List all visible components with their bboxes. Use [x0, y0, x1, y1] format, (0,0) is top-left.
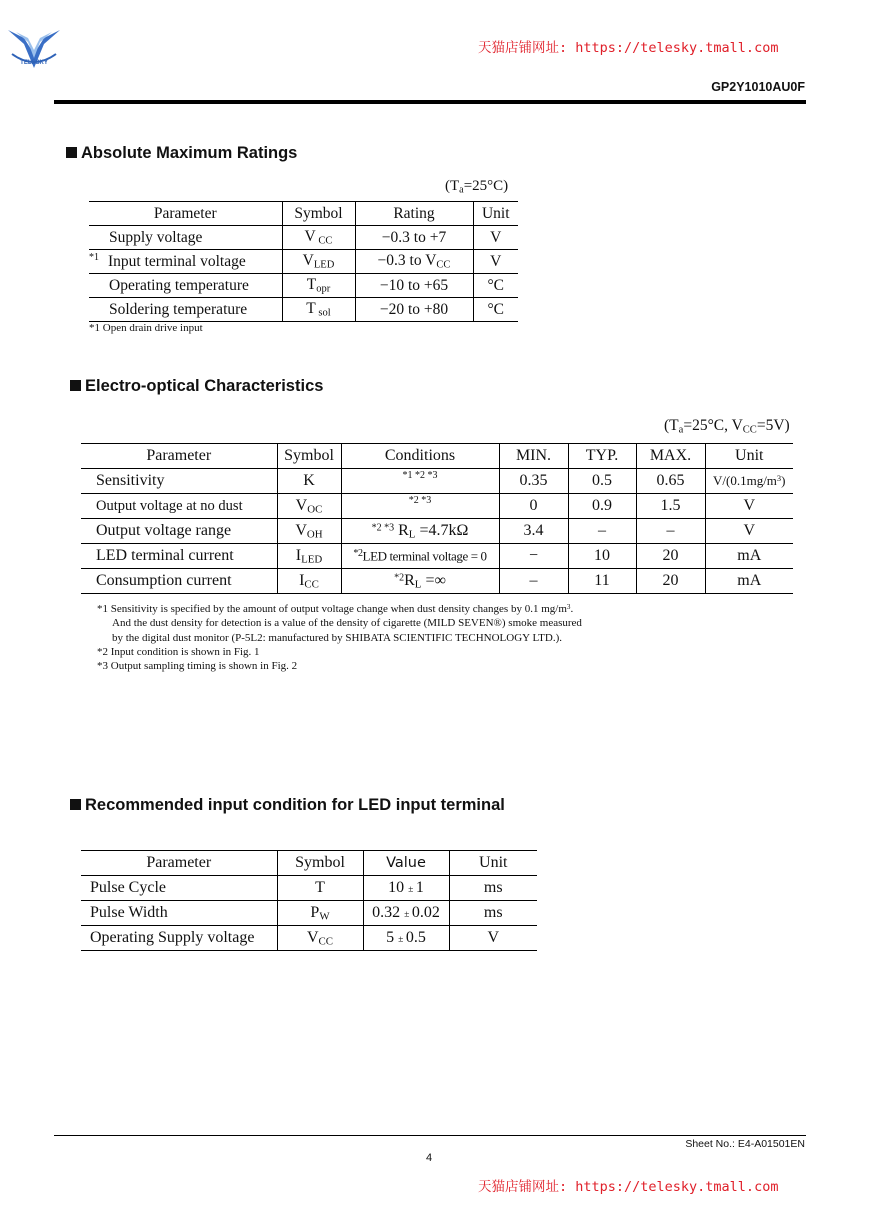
sheet-number: Sheet No.: E4-A01501EN	[685, 1138, 805, 1150]
note-line: *1 Sensitivity is specified by the amount of output voltage change when dust density changes by 0.1 $mg/m^3$.	[97, 603, 574, 616]
param-cell: Supply voltage	[89, 226, 282, 250]
square-bullet-icon	[70, 380, 81, 391]
param-cell: Pulse Width	[81, 901, 277, 926]
conditions-cell: $^{*2}$LED terminal voltage = 0	[341, 544, 499, 569]
eoc-condition: ($T_a=25^\circ C$, $V_{CC}=5V$)	[664, 417, 790, 436]
typ-cell: 11	[568, 569, 636, 594]
table-row	[89, 298, 518, 322]
rating-cell: −0.3 to +7	[355, 226, 473, 250]
param-cell: Operating temperature	[89, 274, 282, 298]
max-cell: 1.5	[636, 494, 705, 519]
symbol-cell: V $_{CC}$	[282, 226, 355, 250]
rating-cell: −20 to +80	[355, 298, 473, 322]
symbol-cell: $T_{opr}$	[282, 274, 355, 298]
table-row	[81, 876, 537, 901]
rating-cell: −0.3 to $V_{CC}$	[355, 250, 473, 274]
symbol-cell: $I_{CC}$	[277, 569, 341, 594]
typ-cell: 0.9	[568, 494, 636, 519]
col-header-unit: Unit	[473, 202, 518, 226]
table-row	[81, 494, 793, 519]
eoc-table	[81, 443, 793, 594]
store-link[interactable]: 天猫店铺网址: https://telesky.tmall.com	[478, 40, 779, 56]
unit-cell: V	[705, 519, 793, 544]
conditions-cell: $^{*2}R_L$ =∞	[341, 569, 499, 594]
symbol-cell: $V_{CC}$	[277, 926, 363, 951]
eoc-notes	[97, 600, 582, 673]
table-row	[89, 274, 518, 298]
col-header-min: MIN.	[499, 444, 568, 469]
param-cell: Sensitivity	[81, 469, 277, 494]
ric-title	[70, 796, 505, 815]
symbol-cell: T	[277, 876, 363, 901]
col-header-parameter: Parameter	[81, 851, 277, 876]
param-cell: Output voltage at no dust	[81, 494, 277, 519]
symbol-cell: K	[277, 469, 341, 494]
amr-footnote: *1 Open drain drive input	[89, 322, 203, 334]
unit-cell: °C	[473, 274, 518, 298]
amr-table	[89, 201, 518, 322]
note-line: *3 Output sampling timing is shown in Fig. 2	[97, 660, 298, 673]
col-header-typ: TYP.	[568, 444, 636, 469]
value-cell: 10 ± 1	[363, 876, 449, 901]
typ-cell: 10	[568, 544, 636, 569]
table-row	[89, 250, 518, 274]
value-cell: 5 ± 0.5	[363, 926, 449, 951]
col-header-parameter: Parameter	[81, 444, 277, 469]
min-cell: 0.35	[499, 469, 568, 494]
footnote-mark: *1	[89, 252, 99, 263]
table-row	[89, 226, 518, 250]
param-cell: Consumption current	[81, 569, 277, 594]
col-header-symbol: Symbol	[277, 444, 341, 469]
page-number: 4	[426, 1152, 433, 1164]
unit-cell: V	[449, 926, 537, 951]
amr-condition: $(T_a=25^\circ C)$	[445, 178, 509, 196]
value-cell: 0.32 ± 0.02	[363, 901, 449, 926]
param-cell: Soldering temperature	[89, 298, 282, 322]
square-bullet-icon	[66, 147, 77, 158]
param-cell: Operating Supply voltage	[81, 926, 277, 951]
typ-cell: –	[568, 519, 636, 544]
store-link-footer[interactable]: 天猫店铺网址: https://telesky.tmall.com	[478, 1179, 779, 1195]
min-cell: 0	[499, 494, 568, 519]
unit-cell: mA	[705, 544, 793, 569]
col-header-max: MAX.	[636, 444, 705, 469]
table-row	[81, 469, 793, 494]
min-cell: 3.4	[499, 519, 568, 544]
min-cell: –	[499, 569, 568, 594]
table-row	[81, 926, 537, 951]
param-cell: LED terminal current	[81, 544, 277, 569]
brand-logo	[6, 24, 62, 72]
table-row	[81, 901, 537, 926]
eoc-title-text: Electro-optical Characteristics	[85, 377, 324, 395]
symbol-cell: $V_{OH}$	[277, 519, 341, 544]
conditions-cell: $^{*2 *3}$ $R_L =4.7k\Omega$	[341, 519, 499, 544]
param-cell: $^{*1}$ Input terminal voltage	[89, 250, 282, 274]
table-row	[81, 569, 793, 594]
col-header-symbol: Symbol	[277, 851, 363, 876]
col-header-unit: Unit	[449, 851, 537, 876]
unit-cell: $V/(0.1mg/m^3)$	[705, 469, 793, 494]
rating-cell: −10 to +65	[355, 274, 473, 298]
max-cell: 20	[636, 544, 705, 569]
symbol-cell: $I_{LED}$	[277, 544, 341, 569]
note-line: *2 Input condition is shown in Fig. 1	[97, 645, 260, 658]
param-cell: Pulse Cycle	[81, 876, 277, 901]
unit-cell: ms	[449, 876, 537, 901]
conditions-cell: *1 *2 *3	[341, 469, 499, 494]
telesky-logo-icon	[6, 24, 62, 72]
ric-table	[81, 850, 537, 951]
unit-cell: °C	[473, 298, 518, 322]
square-bullet-icon	[70, 799, 81, 810]
symbol-cell: $V_{OC}$	[277, 494, 341, 519]
col-header-value: Value	[363, 851, 449, 876]
conditions-cell: *2 *3	[341, 494, 499, 519]
note-line: And the dust density for detection is a value of the density of cigarette (MILD SEVEN®) smoke measured	[112, 617, 582, 630]
table-row	[81, 544, 793, 569]
max-cell: 20	[636, 569, 705, 594]
svg-text:TELESKY: TELESKY	[20, 60, 48, 66]
param-cell: Output voltage range	[81, 519, 277, 544]
part-number: GP2Y1010AU0F	[711, 80, 805, 94]
col-header-conditions: Conditions	[341, 444, 499, 469]
unit-cell: V	[705, 494, 793, 519]
typ-cell: 0.5	[568, 469, 636, 494]
col-header-rating: Rating	[355, 202, 473, 226]
unit-cell: mA	[705, 569, 793, 594]
unit-cell: ms	[449, 901, 537, 926]
amr-title-text: Absolute Maximum Ratings	[81, 144, 298, 162]
note-line: by the digital dust monitor (P-5L2: manufactured by SHIBATA SCIENTIFIC TECHNOLOGY LTD.).	[112, 631, 562, 644]
ric-title-text: Recommended input condition for LED input terminal	[85, 796, 505, 814]
max-cell: 0.65	[636, 469, 705, 494]
max-cell: –	[636, 519, 705, 544]
unit-cell: V	[473, 250, 518, 274]
col-header-symbol: Symbol	[282, 202, 355, 226]
amr-title	[66, 144, 297, 163]
table-row	[81, 519, 793, 544]
footer-rule	[54, 1135, 806, 1136]
symbol-cell: T $_{sol}$	[282, 298, 355, 322]
col-header-unit: Unit	[705, 444, 793, 469]
symbol-cell: $V_{LED}$	[282, 250, 355, 274]
symbol-cell: $P_W$	[277, 901, 363, 926]
eoc-title	[70, 377, 323, 396]
col-header-parameter: Parameter	[89, 202, 282, 226]
header-rule	[54, 100, 806, 104]
unit-cell: V	[473, 226, 518, 250]
min-cell: −	[499, 544, 568, 569]
